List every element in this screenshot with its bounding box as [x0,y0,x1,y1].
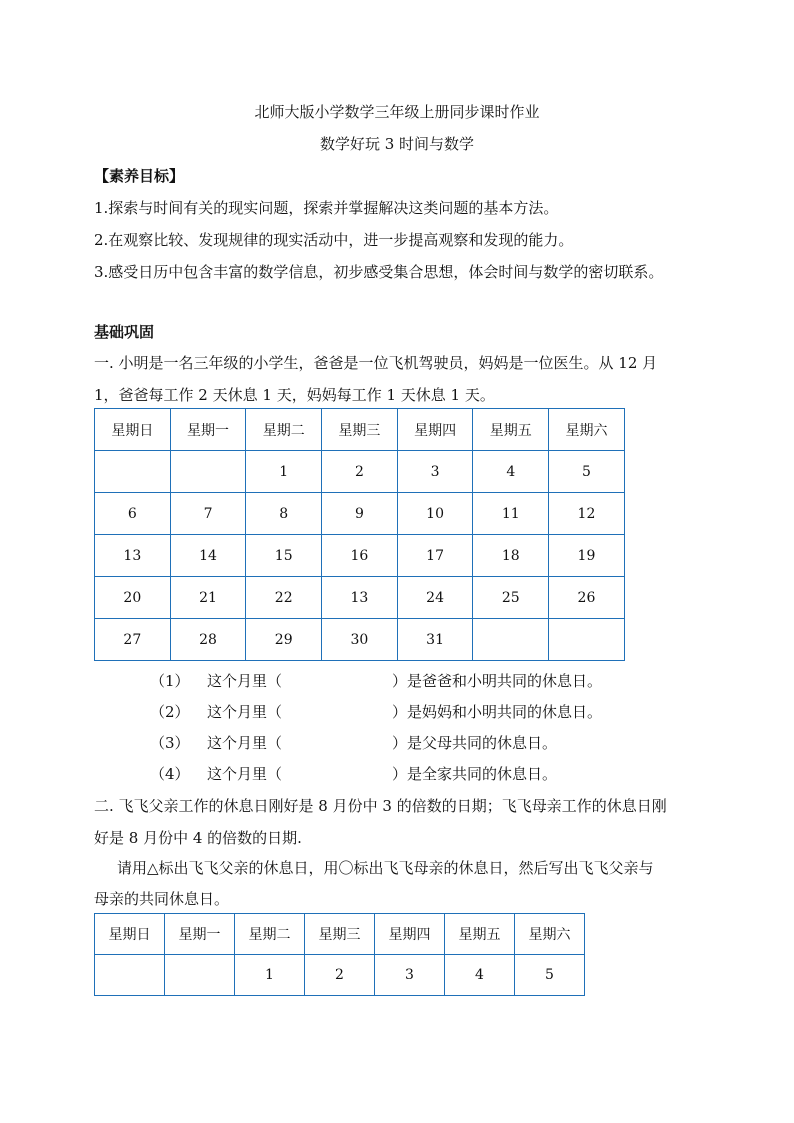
day-cell: 12 [549,493,625,535]
day-cell: 11 [473,493,549,535]
weekday-header: 星期一 [170,409,246,451]
calendar-week-row [95,451,625,493]
calendar-table-august [94,913,585,996]
day-cell: 2 [305,955,375,996]
day-cell [170,451,246,493]
day-cell: 10 [397,493,473,535]
goal-item-3: 3.感受日历中包含丰富的数学信息，初步感受集合思想，体会时间与数学的密切联系。 [94,263,664,281]
problem2-line1: 二. 飞飞父亲工作的休息日刚好是 8 月份中 3 的倍数的日期；飞飞母亲工作的休息日刚 [94,797,667,815]
question-number: （1） [150,672,190,690]
day-cell: 6 [95,493,171,535]
day-cell: 18 [473,535,549,577]
day-cell [165,955,235,996]
weekday-header: 星期五 [473,409,549,451]
day-cell: 13 [95,535,171,577]
weekday-header: 星期四 [375,914,445,955]
day-cell: 4 [473,451,549,493]
day-cell: 22 [246,577,322,619]
calendar-week-row [95,535,625,577]
day-cell: 3 [397,451,473,493]
page-title: 北师大版小学数学三年级上册同步课时作业 [254,103,540,121]
problem2-line2: 好是 8 月份中 4 的倍数的日期. [94,829,302,847]
calendar-table-december [94,408,625,661]
problem2-line4: 母亲的共同休息日。 [94,890,230,908]
day-cell: 21 [170,577,246,619]
weekday-header: 星期二 [246,409,322,451]
weekday-header: 星期三 [305,914,375,955]
calendar-header-row [95,914,585,955]
day-cell: 24 [397,577,473,619]
weekday-header: 星期日 [95,409,171,451]
problem2-line3: 请用△标出飞飞父亲的休息日，用〇标出飞飞母亲的休息日，然后写出飞飞父亲与 [117,859,654,877]
question-number: （3） [150,734,190,752]
question-prefix: 这个月里（ [207,703,283,721]
weekday-header: 星期日 [95,914,165,955]
weekday-header: 星期六 [549,409,625,451]
question-suffix: ）是全家共同的休息日。 [392,765,558,783]
day-cell: 16 [322,535,398,577]
goals-heading: 【素养目标】 [94,167,185,185]
goal-item-2: 2.在观察比较、发现规律的现实活动中，进一步提高观察和发现的能力。 [94,231,574,249]
problem1-line2: 1，爸爸每工作 2 天休息 1 天，妈妈每工作 1 天休息 1 天。 [94,386,495,404]
question-prefix: 这个月里（ [207,672,283,690]
day-cell [549,619,625,661]
page-subtitle: 数学好玩 3 时间与数学 [319,135,475,153]
day-cell: 19 [549,535,625,577]
day-cell: 5 [549,451,625,493]
weekday-header: 星期一 [165,914,235,955]
day-cell: 14 [170,535,246,577]
problem1-line1: 一. 小明是一名三年级的小学生，爸爸是一位飞机驾驶员，妈妈是一位医生。从 12 月 [94,354,658,372]
day-cell: 9 [322,493,398,535]
day-cell [473,619,549,661]
weekday-header: 星期三 [322,409,398,451]
day-cell: 31 [397,619,473,661]
weekday-header: 星期五 [445,914,515,955]
calendar-week-row [95,619,625,661]
calendar-week-row [95,955,585,996]
question-suffix: ）是父母共同的休息日。 [392,734,558,752]
weekday-header: 星期六 [515,914,585,955]
day-cell: 1 [235,955,305,996]
day-cell [95,955,165,996]
day-cell: 8 [246,493,322,535]
day-cell: 25 [473,577,549,619]
goal-item-1: 1.探索与时间有关的现实问题，探索并掌握解决这类问题的基本方法。 [94,199,559,217]
day-cell: 17 [397,535,473,577]
calendar-week-row [95,493,625,535]
day-cell [95,451,171,493]
day-cell: 4 [445,955,515,996]
day-cell: 29 [246,619,322,661]
day-cell: 26 [549,577,625,619]
day-cell: 15 [246,535,322,577]
weekday-header: 星期二 [235,914,305,955]
question-number: （4） [150,765,190,783]
calendar-header-row [95,409,625,451]
question-suffix: ）是爸爸和小明共同的休息日。 [392,672,603,690]
calendar-week-row [95,577,625,619]
day-cell: 13 [322,577,398,619]
weekday-header: 星期四 [397,409,473,451]
day-cell: 27 [95,619,171,661]
day-cell: 2 [322,451,398,493]
day-cell: 1 [246,451,322,493]
question-suffix: ）是妈妈和小明共同的休息日。 [392,703,603,721]
day-cell: 30 [322,619,398,661]
section-heading: 基础巩固 [94,323,155,341]
question-number: （2） [150,703,190,721]
day-cell: 5 [515,955,585,996]
day-cell: 3 [375,955,445,996]
day-cell: 28 [170,619,246,661]
question-prefix: 这个月里（ [207,765,283,783]
day-cell: 20 [95,577,171,619]
day-cell: 7 [170,493,246,535]
question-prefix: 这个月里（ [207,734,283,752]
